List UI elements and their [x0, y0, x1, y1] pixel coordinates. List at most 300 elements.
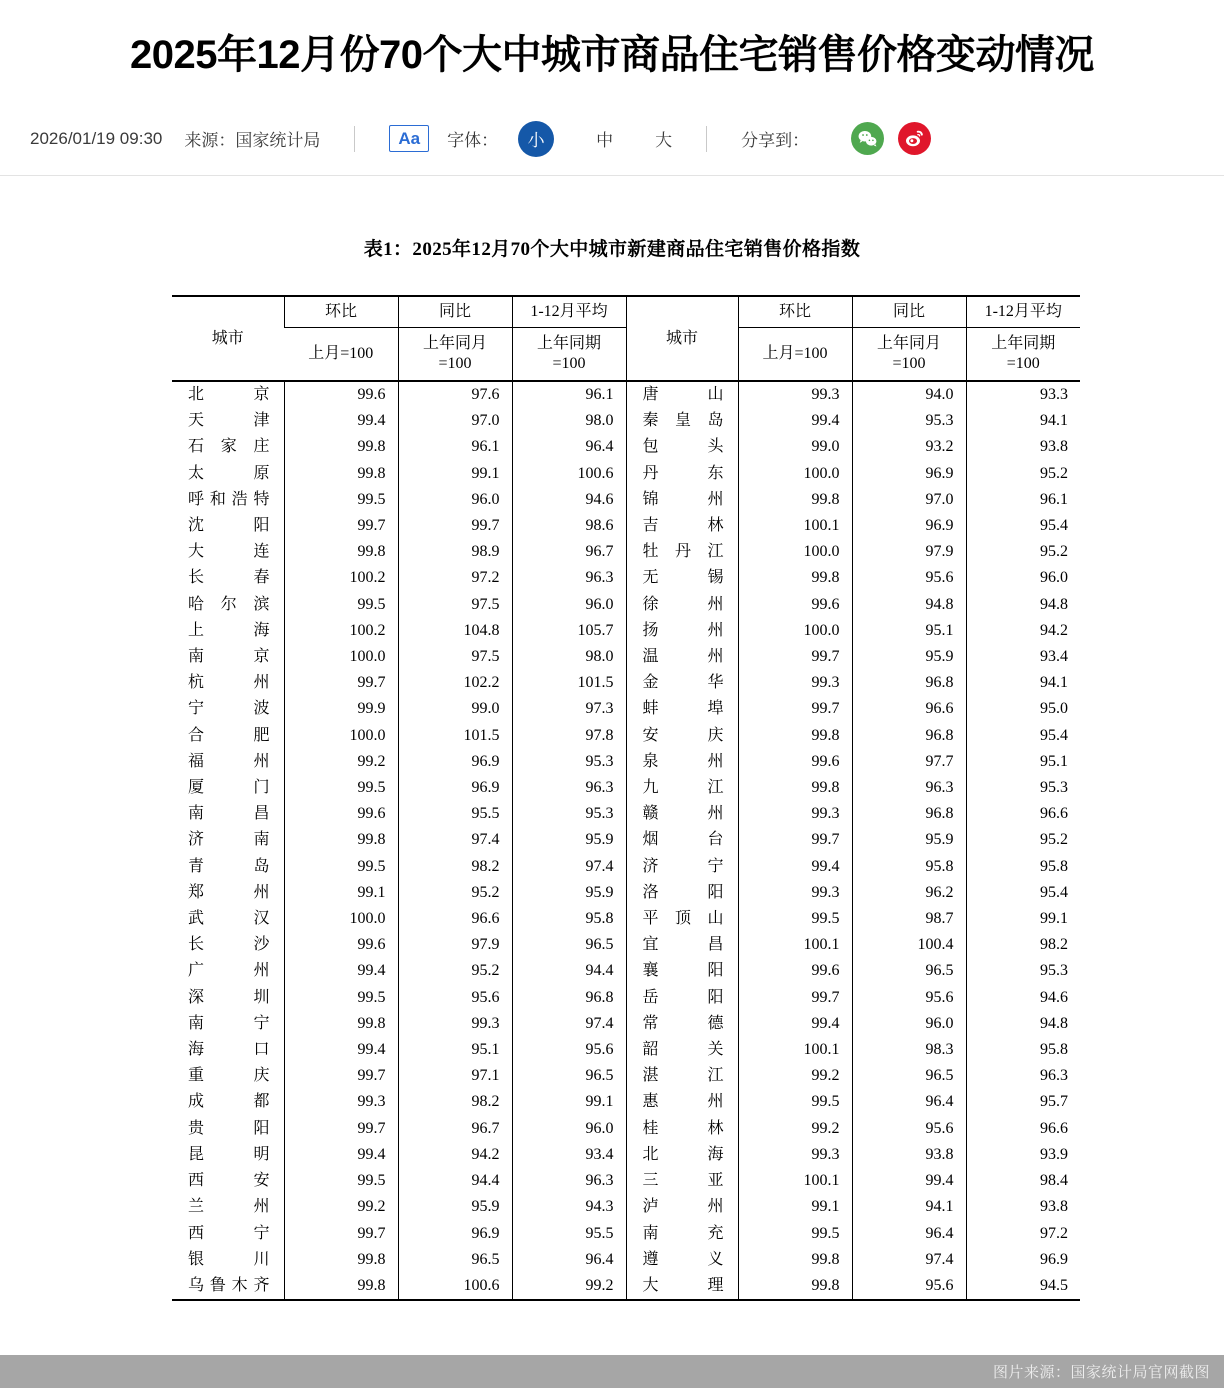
table-cell-yoy: 97.1: [398, 1063, 512, 1089]
table-cell-mom: 99.6: [284, 381, 398, 408]
table-cell-yoy: 96.9: [398, 775, 512, 801]
table-row: [172, 880, 1080, 906]
table-cell-avg: 95.6: [512, 1037, 626, 1063]
table-cell-yoy: 97.9: [852, 539, 966, 565]
table-cell-yoy: 98.3: [852, 1037, 966, 1063]
table-row: [172, 434, 1080, 460]
table-cell-mom: 99.0: [738, 434, 852, 460]
col-subheader-avg-right: [966, 328, 1080, 382]
table-cell-city: 太原: [188, 464, 270, 482]
table-cell-mom: 99.3: [738, 801, 852, 827]
table-cell-city: 昆明: [188, 1145, 270, 1163]
table-cell-avg: 96.1: [966, 487, 1080, 513]
table-cell-avg: 96.7: [512, 539, 626, 565]
table-row: [172, 854, 1080, 880]
table-cell-avg: 94.5: [966, 1273, 1080, 1300]
table-cell-avg: 95.8: [512, 906, 626, 932]
publish-source: 来源：国家统计局: [184, 131, 321, 150]
table-cell-yoy: 97.2: [398, 565, 512, 591]
table-row: [172, 670, 1080, 696]
table-cell-city: 沈阳: [188, 517, 270, 535]
watermark-bar: [0, 1355, 1224, 1388]
table-cell-yoy: 96.9: [852, 513, 966, 539]
table-cell-yoy: 96.9: [852, 461, 966, 487]
table-cell-avg: 98.0: [512, 644, 626, 670]
table-cell-mom: 100.1: [738, 1037, 852, 1063]
table-cell-avg: 94.1: [966, 670, 1080, 696]
table-cell-avg: 99.2: [512, 1273, 626, 1300]
table-cell-avg: 96.9: [966, 1247, 1080, 1273]
table-cell-avg: 94.2: [966, 618, 1080, 644]
table-cell-yoy: 96.0: [852, 1011, 966, 1037]
col-header-avg-left: 1-12月平均: [512, 296, 626, 328]
table1-wrapper: [172, 295, 1068, 1301]
table-cell-mom: 99.3: [284, 1089, 398, 1115]
table-row: [172, 906, 1080, 932]
table-cell-yoy: 94.4: [398, 1168, 512, 1194]
col-header-avg-right: 1-12月平均: [966, 296, 1080, 328]
table-row: [172, 1168, 1080, 1194]
table-row: [172, 565, 1080, 591]
table-cell-city: 宜昌: [626, 932, 738, 958]
table-cell-yoy: 99.0: [398, 696, 512, 722]
table-cell-yoy: 95.6: [852, 985, 966, 1011]
table-cell-yoy: 96.6: [852, 696, 966, 722]
table-cell-mom: 99.7: [284, 1221, 398, 1247]
table-cell-avg: 94.1: [966, 408, 1080, 434]
table-row: [172, 775, 1080, 801]
table-cell-mom: 100.2: [284, 618, 398, 644]
sub-line-1: 上月=100: [308, 345, 374, 362]
table-cell-mom: 99.8: [284, 461, 398, 487]
table-cell-city: 金华: [626, 670, 738, 696]
table-cell-avg: 98.6: [512, 513, 626, 539]
table-cell-mom: 100.0: [284, 906, 398, 932]
divider: [354, 126, 355, 152]
table-cell-city: 包头: [626, 434, 738, 460]
table-cell-yoy: 93.2: [852, 434, 966, 460]
table-cell-mom: 100.1: [738, 1168, 852, 1194]
table-cell-mom: 99.8: [738, 565, 852, 591]
table-cell-avg: 95.9: [512, 827, 626, 853]
table-row: [172, 958, 1080, 984]
table-cell-yoy: 95.1: [852, 618, 966, 644]
share-label: 分享到：: [741, 131, 810, 150]
table-cell-yoy: 98.9: [398, 539, 512, 565]
col-header-mom-right: 环比: [738, 296, 852, 328]
table-cell-city: 石家庄: [188, 438, 270, 456]
table-row: [172, 1011, 1080, 1037]
table-cell-city: 徐州: [626, 592, 738, 618]
table-cell-yoy: 97.4: [398, 827, 512, 853]
font-size-label: 字体：: [447, 131, 499, 150]
table-cell-city: 济宁: [626, 854, 738, 880]
table-cell-city: 平顶山: [626, 906, 738, 932]
col-subheader-yoy-left: [398, 328, 512, 382]
table-cell-avg: 94.8: [966, 592, 1080, 618]
table-cell-avg: 94.8: [966, 1011, 1080, 1037]
table-cell-mom: 99.3: [738, 880, 852, 906]
report-body: [0, 176, 1224, 1390]
table-cell-city: 温州: [626, 644, 738, 670]
table-cell-city: 西宁: [188, 1224, 270, 1242]
table-cell-avg: 96.5: [512, 932, 626, 958]
table-cell-avg: 95.3: [512, 749, 626, 775]
table-cell-mom: 99.3: [738, 381, 852, 408]
table-cell-avg: 96.0: [512, 592, 626, 618]
table-cell-city: 南充: [626, 1221, 738, 1247]
col-header-city-left: 城市: [172, 296, 284, 381]
table-cell-avg: 95.3: [512, 801, 626, 827]
table-cell-mom: 99.8: [738, 1273, 852, 1300]
table-cell-yoy: 95.9: [398, 1194, 512, 1220]
table-cell-mom: 99.2: [284, 1194, 398, 1220]
table-cell-yoy: 96.5: [852, 958, 966, 984]
table-cell-avg: 96.0: [966, 565, 1080, 591]
table-cell-avg: 94.6: [512, 487, 626, 513]
table-cell-city: 呼和浩特: [188, 490, 270, 508]
table-cell-city: 长春: [188, 569, 270, 587]
table-cell-yoy: 97.0: [852, 487, 966, 513]
table-cell-mom: 99.5: [738, 906, 852, 932]
table-row: [172, 513, 1080, 539]
col-header-yoy-left: 同比: [398, 296, 512, 328]
publish-datetime: 2026/01/19 09:30: [30, 128, 163, 148]
table-row: [172, 1063, 1080, 1089]
table-cell-yoy: 96.9: [398, 1221, 512, 1247]
font-size-large-button[interactable]: 大: [655, 131, 673, 150]
table-cell-avg: 96.5: [512, 1063, 626, 1089]
table-cell-city: 蚌埠: [626, 696, 738, 722]
col-header-city-right: 城市: [626, 296, 738, 381]
table-cell-yoy: 99.7: [398, 513, 512, 539]
sub-line-1: 上年同期: [536, 335, 601, 352]
font-size-aa-icon[interactable]: Aa: [389, 125, 429, 152]
table-cell-yoy: 94.1: [852, 1194, 966, 1220]
table-cell-yoy: 98.7: [852, 906, 966, 932]
table-cell-yoy: 100.4: [852, 932, 966, 958]
table-row: [172, 487, 1080, 513]
table-cell-city: 常德: [626, 1011, 738, 1037]
table-cell-mom: 99.7: [738, 696, 852, 722]
table-cell-city: 锦州: [626, 487, 738, 513]
table-cell-yoy: 104.8: [398, 618, 512, 644]
table-cell-yoy: 99.4: [852, 1168, 966, 1194]
table-cell-city: 烟台: [626, 827, 738, 853]
table-cell-mom: 99.8: [284, 434, 398, 460]
table-cell-avg: 95.4: [966, 880, 1080, 906]
table-cell-mom: 99.5: [284, 775, 398, 801]
table-cell-yoy: 97.0: [398, 408, 512, 434]
table-cell-yoy: 99.3: [398, 1011, 512, 1037]
table-cell-mom: 99.8: [284, 539, 398, 565]
table-cell-yoy: 95.5: [398, 801, 512, 827]
table-cell-avg: 96.3: [966, 1063, 1080, 1089]
table-cell-city: 哈尔滨: [188, 595, 270, 613]
table-cell-mom: 100.0: [738, 539, 852, 565]
table-cell-city: 郑州: [188, 883, 270, 901]
table-cell-city: 桂林: [626, 1116, 738, 1142]
table-cell-city: 襄阳: [626, 958, 738, 984]
table-cell-mom: 99.7: [284, 1063, 398, 1089]
table-cell-avg: 97.4: [512, 854, 626, 880]
weibo-icon[interactable]: [898, 122, 931, 155]
table-cell-yoy: 96.4: [852, 1221, 966, 1247]
table-row: [172, 985, 1080, 1011]
table-cell-mom: 99.7: [738, 827, 852, 853]
table-cell-avg: 95.2: [966, 827, 1080, 853]
table-cell-mom: 99.7: [738, 644, 852, 670]
table-cell-city: 天津: [188, 412, 270, 430]
table-cell-avg: 95.4: [966, 723, 1080, 749]
table-row: [172, 723, 1080, 749]
table-cell-avg: 95.8: [966, 1037, 1080, 1063]
table-cell-yoy: 99.1: [398, 461, 512, 487]
table-cell-city: 福州: [188, 752, 270, 770]
table-cell-yoy: 102.2: [398, 670, 512, 696]
col-header-yoy-right: 同比: [852, 296, 966, 328]
table-cell-yoy: 101.5: [398, 723, 512, 749]
table-cell-city: 遵义: [626, 1247, 738, 1273]
table-cell-mom: 100.1: [738, 513, 852, 539]
table-cell-mom: 99.7: [284, 1116, 398, 1142]
table-cell-avg: 93.4: [966, 644, 1080, 670]
table-cell-mom: 99.2: [738, 1063, 852, 1089]
table-cell-mom: 99.7: [284, 670, 398, 696]
table-cell-mom: 99.4: [284, 1142, 398, 1168]
table-row: [172, 1273, 1080, 1300]
table-cell-avg: 96.1: [512, 381, 626, 408]
table-cell-city: 南京: [188, 648, 270, 666]
table-cell-avg: 95.9: [512, 880, 626, 906]
table-cell-yoy: 95.6: [852, 1116, 966, 1142]
table-cell-city: 安庆: [626, 723, 738, 749]
table-cell-yoy: 95.9: [852, 827, 966, 853]
table-row: [172, 1194, 1080, 1220]
table-cell-city: 上海: [188, 621, 270, 639]
table-cell-yoy: 96.8: [852, 723, 966, 749]
table-cell-mom: 99.6: [284, 801, 398, 827]
table-cell-yoy: 97.5: [398, 592, 512, 618]
page-header: [0, 0, 1224, 78]
table-cell-city: 广州: [188, 962, 270, 980]
table-cell-yoy: 96.1: [398, 434, 512, 460]
table-cell-yoy: 95.9: [852, 644, 966, 670]
table-cell-yoy: 97.5: [398, 644, 512, 670]
table-cell-yoy: 96.5: [398, 1247, 512, 1273]
table-cell-avg: 95.4: [966, 513, 1080, 539]
table-row: [172, 1221, 1080, 1247]
table-cell-avg: 98.4: [966, 1168, 1080, 1194]
table-cell-city: 长沙: [188, 936, 270, 954]
table-cell-yoy: 94.0: [852, 381, 966, 408]
table-cell-city: 南宁: [188, 1014, 270, 1032]
table-cell-yoy: 97.4: [852, 1247, 966, 1273]
table-cell-city: 武汉: [188, 910, 270, 928]
price-index-table: [172, 295, 1080, 1301]
table-cell-city: 北京: [188, 386, 270, 403]
table-cell-yoy: 98.2: [398, 1089, 512, 1115]
table-cell-avg: 95.2: [966, 461, 1080, 487]
table-cell-mom: 99.5: [738, 1089, 852, 1115]
table-cell-mom: 99.5: [284, 1168, 398, 1194]
table-row: [172, 381, 1080, 408]
table-cell-avg: 98.0: [512, 408, 626, 434]
table-cell-avg: 93.9: [966, 1142, 1080, 1168]
table-cell-city: 兰州: [188, 1198, 270, 1216]
sub-line-1: 上月=100: [762, 345, 828, 362]
col-subheader-mom-left: [284, 328, 398, 382]
table-cell-mom: 100.0: [284, 644, 398, 670]
table-cell-avg: 99.1: [512, 1089, 626, 1115]
table-cell-yoy: 95.6: [852, 565, 966, 591]
table-row: [172, 801, 1080, 827]
table-row: [172, 827, 1080, 853]
table-cell-mom: 99.4: [284, 1037, 398, 1063]
table-cell-avg: 94.4: [512, 958, 626, 984]
table-cell-mom: 99.8: [284, 827, 398, 853]
table-cell-city: 海口: [188, 1041, 270, 1059]
table-cell-yoy: 95.2: [398, 958, 512, 984]
table-cell-city: 深圳: [188, 988, 270, 1006]
sub-line-2: =100: [552, 355, 586, 372]
table-cell-avg: 97.3: [512, 696, 626, 722]
table-cell-city: 吉林: [626, 513, 738, 539]
table-cell-city: 合肥: [188, 726, 270, 744]
table-cell-city: 九江: [626, 775, 738, 801]
table-cell-city: 厦门: [188, 779, 270, 797]
font-size-small-button[interactable]: 小: [518, 121, 554, 157]
table-cell-yoy: 96.3: [852, 775, 966, 801]
table-cell-yoy: 95.2: [398, 880, 512, 906]
table-cell-mom: 99.8: [284, 1247, 398, 1273]
table-cell-yoy: 96.2: [852, 880, 966, 906]
table-cell-avg: 94.3: [512, 1194, 626, 1220]
table-cell-city: 丹东: [626, 461, 738, 487]
table-cell-city: 大连: [188, 543, 270, 561]
table-row: [172, 696, 1080, 722]
table-cell-mom: 99.4: [738, 408, 852, 434]
table-row: [172, 408, 1080, 434]
sub-line-2: =100: [438, 355, 472, 372]
watermark-text: 图片来源：国家统计局官网截图: [992, 1364, 1210, 1381]
table-row: [172, 618, 1080, 644]
table-cell-city: 惠州: [626, 1089, 738, 1115]
table-cell-mom: 99.9: [284, 696, 398, 722]
table-cell-mom: 99.3: [738, 670, 852, 696]
table-cell-mom: 99.8: [738, 775, 852, 801]
table-cell-avg: 97.8: [512, 723, 626, 749]
table-cell-city: 杭州: [188, 674, 270, 692]
sub-line-1: 上年同期: [991, 335, 1056, 352]
table-cell-city: 大理: [626, 1273, 738, 1300]
table-cell-avg: 105.7: [512, 618, 626, 644]
table-cell-city: 扬州: [626, 618, 738, 644]
table-cell-city: 无锡: [626, 565, 738, 591]
table-cell-avg: 96.6: [966, 1116, 1080, 1142]
table-header: [172, 296, 1080, 381]
table-cell-city: 牡丹江: [626, 539, 738, 565]
table-cell-mom: 99.8: [284, 1011, 398, 1037]
table-cell-yoy: 97.9: [398, 932, 512, 958]
sub-line-2: =100: [892, 355, 926, 372]
table-cell-city: 湛江: [626, 1063, 738, 1089]
table-cell-mom: 99.3: [738, 1142, 852, 1168]
table-cell-avg: 101.5: [512, 670, 626, 696]
wechat-icon[interactable]: [851, 122, 884, 155]
table-cell-city: 泉州: [626, 749, 738, 775]
table-cell-mom: 100.1: [738, 932, 852, 958]
table-cell-mom: 100.0: [284, 723, 398, 749]
table-cell-mom: 99.8: [284, 1273, 398, 1300]
table-cell-mom: 99.4: [284, 958, 398, 984]
table-cell-mom: 99.2: [284, 749, 398, 775]
font-size-medium-button[interactable]: 中: [596, 131, 614, 150]
table-cell-avg: 95.8: [966, 854, 1080, 880]
table-cell-yoy: 96.8: [852, 801, 966, 827]
table-cell-avg: 97.4: [512, 1011, 626, 1037]
table-cell-city: 泸州: [626, 1194, 738, 1220]
table-cell-city: 乌鲁木齐: [172, 1273, 284, 1300]
table-row: [172, 461, 1080, 487]
table-cell-mom: 100.0: [738, 461, 852, 487]
table-cell-avg: 93.3: [966, 381, 1080, 408]
table-cell-yoy: 94.2: [398, 1142, 512, 1168]
table-cell-mom: 99.5: [284, 592, 398, 618]
table-cell-avg: 93.8: [966, 434, 1080, 460]
table-cell-mom: 99.4: [284, 408, 398, 434]
table-row: [172, 1037, 1080, 1063]
table-cell-avg: 95.2: [966, 539, 1080, 565]
table-cell-city: 赣州: [626, 801, 738, 827]
table-cell-mom: 99.6: [284, 932, 398, 958]
table-cell-mom: 100.0: [738, 618, 852, 644]
table-cell-avg: 95.3: [966, 775, 1080, 801]
sub-line-1: 上年同月: [422, 335, 487, 352]
table-cell-yoy: 96.7: [398, 1116, 512, 1142]
table-row: [172, 1089, 1080, 1115]
table-cell-mom: 100.2: [284, 565, 398, 591]
table-cell-mom: 99.4: [738, 1011, 852, 1037]
table-cell-mom: 99.5: [284, 854, 398, 880]
table-cell-yoy: 94.8: [852, 592, 966, 618]
table-cell-yoy: 96.6: [398, 906, 512, 932]
table-cell-mom: 99.8: [738, 487, 852, 513]
table-cell-city: 银川: [188, 1250, 270, 1268]
table-cell-city: 济南: [188, 831, 270, 849]
table-row: [172, 1142, 1080, 1168]
table-cell-avg: 96.3: [512, 565, 626, 591]
table-cell-mom: 99.8: [738, 1247, 852, 1273]
table-cell-city: 西安: [188, 1172, 270, 1190]
table-cell-city: 岳阳: [626, 985, 738, 1011]
table-cell-yoy: 97.6: [398, 381, 512, 408]
page-title: 2025年12月份70个大中城市商品住宅销售价格变动情况: [130, 33, 1094, 77]
table-cell-city: 北海: [626, 1142, 738, 1168]
table-cell-avg: 93.4: [512, 1142, 626, 1168]
table-cell-yoy: 95.8: [852, 854, 966, 880]
col-subheader-avg-left: [512, 328, 626, 382]
table-row: [172, 1116, 1080, 1142]
table-cell-avg: 96.4: [512, 434, 626, 460]
table-cell-avg: 95.1: [966, 749, 1080, 775]
table-cell-avg: 96.3: [512, 775, 626, 801]
table-cell-city: 三亚: [626, 1168, 738, 1194]
table-cell-city: 贵阳: [188, 1119, 270, 1137]
table-cell-avg: 93.8: [966, 1194, 1080, 1220]
table-cell-yoy: 100.6: [398, 1273, 512, 1300]
table-cell-city: 韶关: [626, 1037, 738, 1063]
